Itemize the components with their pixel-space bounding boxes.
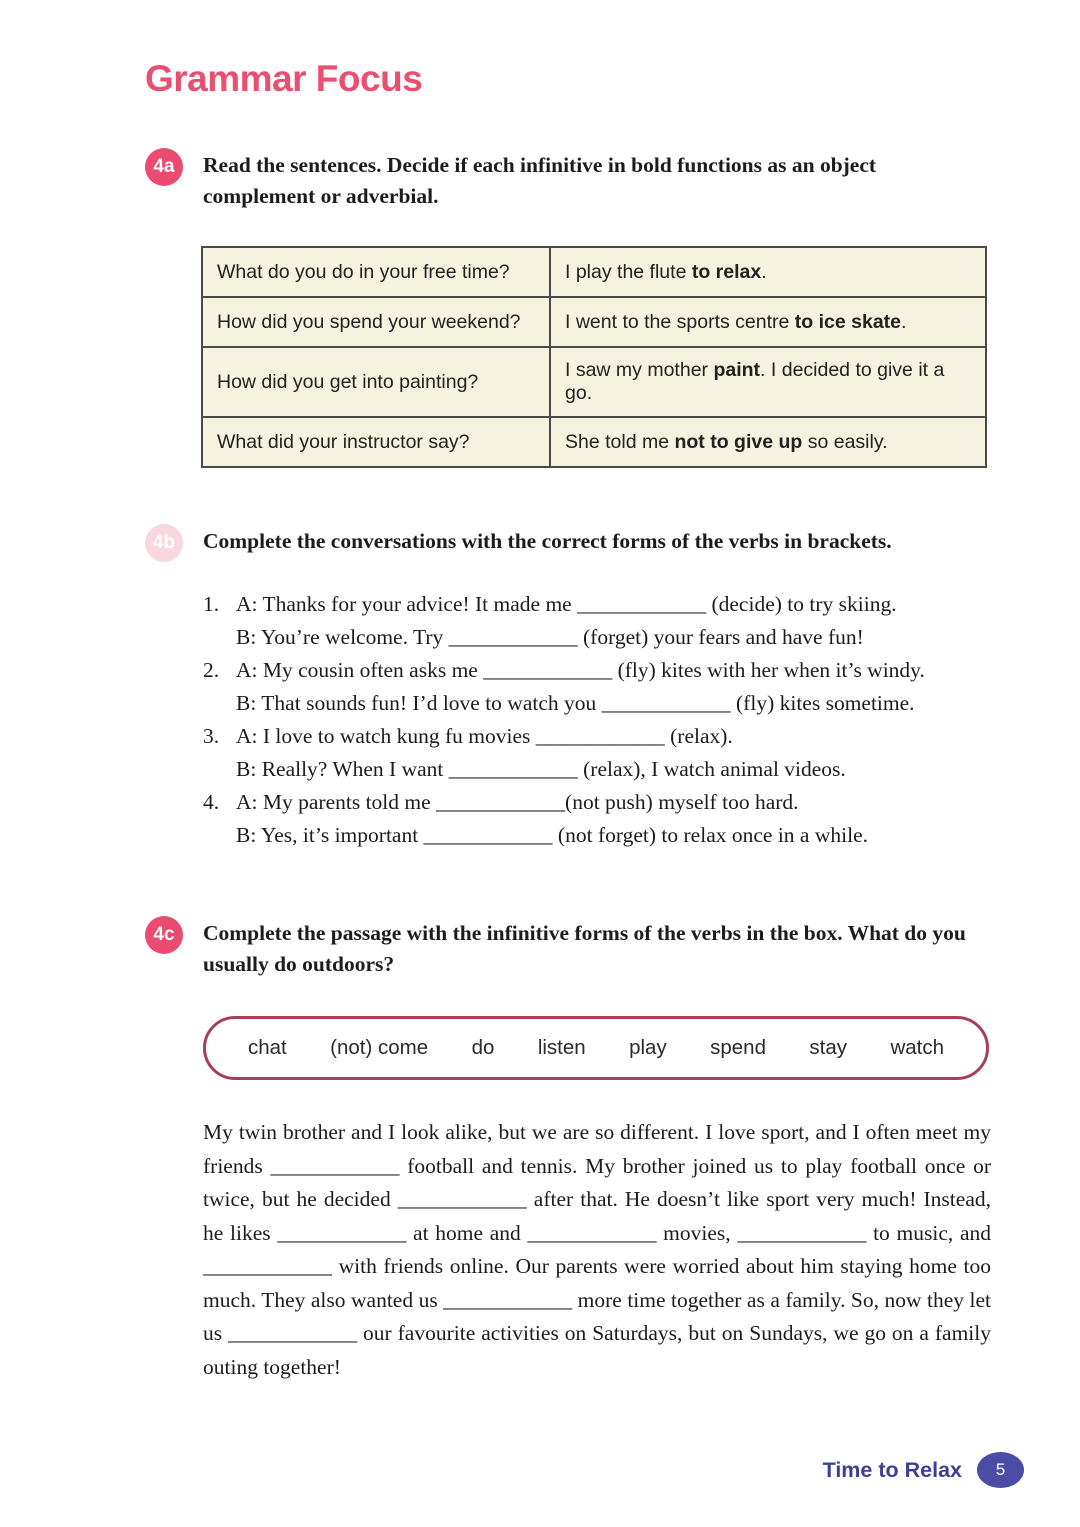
answer-cell — [550, 297, 986, 347]
conversation-text: A: My parents told me ____________(not push) myself too hard. — [236, 790, 799, 814]
conversation-text: B: Really? When I want ____________ (relax), I watch animal videos. — [236, 757, 846, 781]
question-cell: What do you do in your free time? — [202, 247, 550, 297]
table-row — [202, 417, 986, 467]
conversation-text: B: You’re welcome. Try ____________ (forget) your fears and have fun! — [236, 625, 864, 649]
conversation-line — [203, 819, 995, 852]
conversation-line — [203, 621, 995, 654]
bold-infinitive: to relax — [691, 260, 762, 283]
conversations — [203, 588, 995, 852]
footer — [823, 1452, 1024, 1488]
section-4a-badge: 4a — [145, 148, 183, 186]
table-row — [202, 297, 986, 347]
conversation-text: B: Yes, it’s important ____________ (not forget) to relax once in a while. — [236, 823, 868, 847]
section-4b-badge: 4b — [145, 524, 183, 562]
bold-infinitive: not to give up — [674, 430, 803, 453]
answer-text: . I decided to give it a go. — [565, 359, 945, 404]
footer-unit-label: Time to Relax — [822, 1457, 962, 1482]
word-box-item: play — [629, 1036, 667, 1059]
answer-text: I play the flute — [565, 260, 692, 283]
conversation-text: A: My cousin often asks me ____________ (fly) kites with her when it’s windy. — [236, 658, 925, 682]
section-4b-header — [145, 522, 990, 562]
answer-cell — [550, 347, 986, 417]
conversation-number: 2. — [203, 658, 220, 682]
table-row — [202, 247, 986, 297]
word-box-item: (not) come — [330, 1036, 429, 1059]
section-4a-instruction: Read the sentences. Decide if each infinitive in bold functions as an object complement or adverbial. — [203, 153, 877, 208]
conversation-line — [203, 687, 995, 720]
question-cell: What did your instructor say? — [202, 417, 550, 467]
conversation-text: B: That sounds fun! I’d love to watch you ____________ (fly) kites sometime. — [236, 691, 915, 715]
conversation-number: 3. — [203, 724, 220, 748]
answer-text: I went to the sports centre — [565, 310, 795, 333]
conversation-number — [203, 621, 236, 654]
word-box-item: spend — [710, 1036, 766, 1059]
word-box-item: stay — [809, 1036, 848, 1059]
passage: My twin brother and I look alike, but we are so different. I love sport, and I often meet my friends ____________ football and tennis. My brother joined us to play football once or twice, but he decided ____________ after that. He doesn’t like sport very much! Instead, he likes ____________ at home and ____________ movies, ____________ to music, and ____________ with friends online. Our parents were worried about him staying home too much. They also wanted us ____________ more time together as a family. So, now they let us ____________ our favourite activities on Saturdays, but on Sundays, we go on a family outing together! — [203, 1120, 991, 1379]
word-box-item: listen — [537, 1036, 586, 1059]
section-4c-badge: 4c — [145, 916, 183, 954]
section-4b-instruction: Complete the conversations with the correct forms of the verbs in brackets. — [203, 529, 892, 553]
question-cell: How did you spend your weekend? — [202, 297, 550, 347]
answer-text: She told me — [565, 430, 675, 453]
page-title: Grammar Focus — [145, 58, 423, 99]
section-4a — [145, 146, 990, 468]
conversation-line — [203, 753, 995, 786]
conversation-line — [203, 588, 995, 621]
page-content — [145, 58, 990, 1384]
section-4b — [145, 522, 990, 852]
answer-text: so easily. — [802, 430, 888, 453]
section-4c — [145, 914, 990, 1384]
section-4a-header — [145, 146, 990, 212]
qa-table — [201, 246, 987, 468]
conversation-number: 4. — [203, 790, 220, 814]
word-box-item: chat — [248, 1036, 287, 1059]
answer-text: . — [761, 260, 767, 283]
conversation-number — [203, 753, 236, 786]
table-row — [202, 347, 986, 417]
section-4c-instruction: Complete the passage with the infinitive forms of the verbs in the box. What do you usually do outdoors? — [203, 921, 966, 976]
word-box — [203, 1016, 989, 1080]
answer-text: . — [901, 310, 907, 333]
conversation-line — [203, 654, 995, 687]
bold-infinitive: to ice skate — [794, 310, 902, 333]
conversation-line — [203, 720, 995, 753]
conversation-number — [203, 687, 236, 720]
section-4c-header — [145, 914, 990, 980]
conversation-line — [203, 786, 995, 819]
word-box-item: do — [471, 1036, 495, 1059]
answer-cell — [550, 247, 986, 297]
bold-infinitive: paint — [713, 359, 761, 381]
answer-text: I saw my mother — [565, 359, 714, 381]
conversation-number: 1. — [203, 592, 220, 616]
conversation-text: A: I love to watch kung fu movies ____________ (relax). — [236, 724, 733, 748]
page-number-badge: 5 — [977, 1452, 1024, 1488]
conversation-text: A: Thanks for your advice! It made me ____________ (decide) to try skiing. — [236, 592, 897, 616]
question-cell: How did you get into painting? — [202, 347, 550, 417]
conversation-number — [203, 819, 236, 852]
qa-table-body — [202, 247, 986, 467]
word-box-item: watch — [890, 1036, 944, 1059]
answer-cell — [550, 417, 986, 467]
